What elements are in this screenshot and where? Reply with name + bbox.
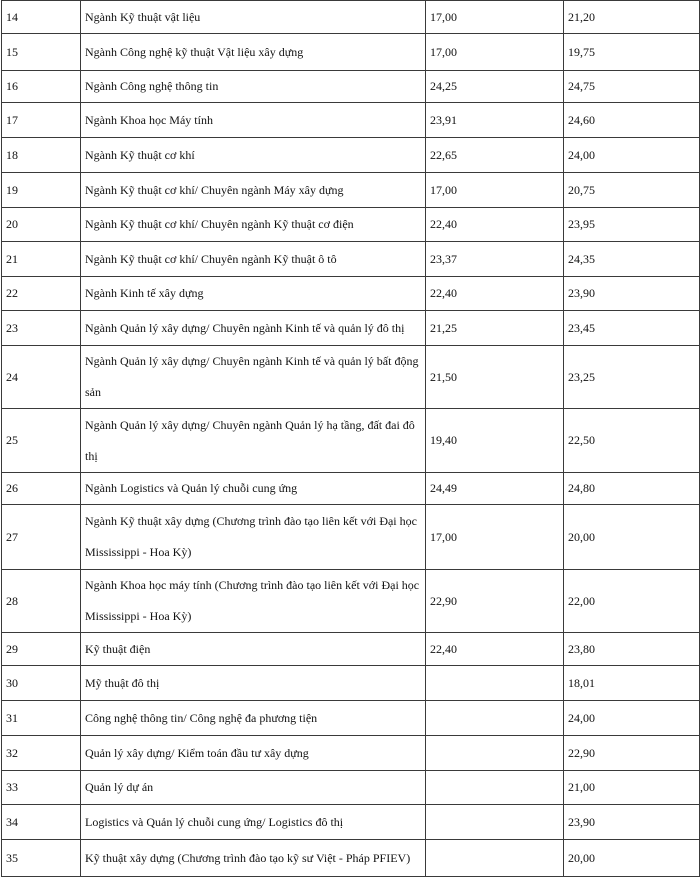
major-name: Ngành Kỹ thuật cơ khí/ Chuyên ngành Kỹ thuật cơ điện bbox=[81, 208, 426, 242]
table-row bbox=[2, 71, 700, 103]
score-2022: 24,25 bbox=[426, 71, 564, 103]
table-row bbox=[2, 1, 700, 34]
score-2022: 17,00 bbox=[426, 34, 564, 71]
major-name: Ngành Quản lý xây dựng/ Chuyên ngành Quản lý hạ tầng, đất đai đô thị bbox=[81, 409, 426, 473]
major-name: Ngành Kỹ thuật cơ khí/ Chuyên ngành Máy xây dựng bbox=[81, 173, 426, 208]
row-number: 15 bbox=[2, 34, 81, 71]
table-row bbox=[2, 277, 700, 311]
score-2023: 24,35 bbox=[564, 242, 700, 277]
score-2023: 24,00 bbox=[564, 701, 700, 736]
score-2022 bbox=[426, 666, 564, 701]
score-2023: 23,95 bbox=[564, 208, 700, 242]
row-number: 24 bbox=[2, 346, 81, 409]
row-number: 17 bbox=[2, 103, 81, 138]
score-2023: 21,00 bbox=[564, 771, 700, 805]
score-2023: 22,90 bbox=[564, 736, 700, 771]
score-2023: 18,01 bbox=[564, 666, 700, 701]
major-name: Ngành Công nghệ thông tin bbox=[81, 71, 426, 103]
row-number: 26 bbox=[2, 473, 81, 505]
score-2023: 24,00 bbox=[564, 138, 700, 173]
table-row bbox=[2, 311, 700, 346]
table-row bbox=[2, 505, 700, 570]
row-number: 31 bbox=[2, 701, 81, 736]
score-table bbox=[1, 0, 700, 877]
score-2022: 23,91 bbox=[426, 103, 564, 138]
score-2023: 20,00 bbox=[564, 505, 700, 570]
score-2022: 17,00 bbox=[426, 505, 564, 570]
score-2023: 23,25 bbox=[564, 346, 700, 409]
major-name: Ngành Logistics và Quản lý chuỗi cung ứng bbox=[81, 473, 426, 505]
major-name: Ngành Công nghệ kỹ thuật Vật liệu xây dựng bbox=[81, 34, 426, 71]
table-row bbox=[2, 570, 700, 633]
score-2022: 21,50 bbox=[426, 346, 564, 409]
table-row bbox=[2, 840, 700, 877]
score-2022: 24,49 bbox=[426, 473, 564, 505]
major-name: Ngành Kỹ thuật xây dựng (Chương trình đào tạo liên kết với Đại học Mississippi - Hoa Kỳ) bbox=[81, 505, 426, 570]
row-number: 16 bbox=[2, 71, 81, 103]
major-name: Ngành Quản lý xây dựng/ Chuyên ngành Kinh tế và quản lý bất động sản bbox=[81, 346, 426, 409]
score-2023: 23,90 bbox=[564, 805, 700, 840]
row-number: 25 bbox=[2, 409, 81, 473]
table-row bbox=[2, 633, 700, 666]
score-2023: 24,75 bbox=[564, 71, 700, 103]
row-number: 28 bbox=[2, 570, 81, 633]
row-number: 34 bbox=[2, 805, 81, 840]
score-2022 bbox=[426, 771, 564, 805]
table-row bbox=[2, 138, 700, 173]
score-2022 bbox=[426, 736, 564, 771]
score-2023: 20,00 bbox=[564, 840, 700, 877]
row-number: 22 bbox=[2, 277, 81, 311]
row-number: 19 bbox=[2, 173, 81, 208]
table-row bbox=[2, 409, 700, 473]
major-name: Công nghệ thông tin/ Công nghệ đa phương tiện bbox=[81, 701, 426, 736]
row-number: 21 bbox=[2, 242, 81, 277]
major-name: Quản lý dự án bbox=[81, 771, 426, 805]
table-row bbox=[2, 34, 700, 71]
row-number: 32 bbox=[2, 736, 81, 771]
score-2022 bbox=[426, 840, 564, 877]
row-number: 20 bbox=[2, 208, 81, 242]
score-2023: 21,20 bbox=[564, 1, 700, 34]
table-row bbox=[2, 208, 700, 242]
score-2023: 23,90 bbox=[564, 277, 700, 311]
score-2022: 22,40 bbox=[426, 633, 564, 666]
score-2022: 22,40 bbox=[426, 208, 564, 242]
score-table-body bbox=[2, 1, 700, 877]
score-2022: 17,00 bbox=[426, 1, 564, 34]
major-name: Ngành Kinh tế xây dựng bbox=[81, 277, 426, 311]
row-number: 35 bbox=[2, 840, 81, 877]
row-number: 23 bbox=[2, 311, 81, 346]
major-name: Kỹ thuật điện bbox=[81, 633, 426, 666]
major-name: Kỹ thuật xây dựng (Chương trình đào tạo kỹ sư Việt - Pháp PFIEV) bbox=[81, 840, 426, 877]
row-number: 30 bbox=[2, 666, 81, 701]
score-2023: 22,00 bbox=[564, 570, 700, 633]
score-2022: 22,90 bbox=[426, 570, 564, 633]
row-number: 27 bbox=[2, 505, 81, 570]
table-row bbox=[2, 771, 700, 805]
major-name: Ngành Kỹ thuật vật liệu bbox=[81, 1, 426, 34]
major-name: Ngành Kỹ thuật cơ khí bbox=[81, 138, 426, 173]
score-2022: 21,25 bbox=[426, 311, 564, 346]
row-number: 18 bbox=[2, 138, 81, 173]
score-2022: 23,37 bbox=[426, 242, 564, 277]
score-2022 bbox=[426, 805, 564, 840]
row-number: 33 bbox=[2, 771, 81, 805]
major-name: Mỹ thuật đô thị bbox=[81, 666, 426, 701]
score-2023: 22,50 bbox=[564, 409, 700, 473]
table-row bbox=[2, 805, 700, 840]
score-2023: 24,80 bbox=[564, 473, 700, 505]
score-2022: 19,40 bbox=[426, 409, 564, 473]
major-name: Ngành Khoa học Máy tính bbox=[81, 103, 426, 138]
major-name: Ngành Quản lý xây dựng/ Chuyên ngành Kinh tế và quản lý đô thị bbox=[81, 311, 426, 346]
table-row bbox=[2, 473, 700, 505]
major-name: Quản lý xây dựng/ Kiểm toán đầu tư xây dựng bbox=[81, 736, 426, 771]
score-2022: 22,65 bbox=[426, 138, 564, 173]
major-name: Logistics và Quản lý chuỗi cung ứng/ Logistics đô thị bbox=[81, 805, 426, 840]
row-number: 29 bbox=[2, 633, 81, 666]
score-2022 bbox=[426, 701, 564, 736]
row-number: 14 bbox=[2, 1, 81, 34]
table-row bbox=[2, 701, 700, 736]
table-row bbox=[2, 173, 700, 208]
score-2022: 22,40 bbox=[426, 277, 564, 311]
table-row bbox=[2, 346, 700, 409]
score-2023: 20,75 bbox=[564, 173, 700, 208]
table-row bbox=[2, 736, 700, 771]
score-2023: 19,75 bbox=[564, 34, 700, 71]
table-row bbox=[2, 666, 700, 701]
score-2022: 17,00 bbox=[426, 173, 564, 208]
score-2023: 24,60 bbox=[564, 103, 700, 138]
table-row bbox=[2, 103, 700, 138]
major-name: Ngành Kỹ thuật cơ khí/ Chuyên ngành Kỹ thuật ô tô bbox=[81, 242, 426, 277]
score-2023: 23,80 bbox=[564, 633, 700, 666]
major-name: Ngành Khoa học máy tính (Chương trình đào tạo liên kết với Đại học Mississippi - Hoa Kỳ) bbox=[81, 570, 426, 633]
table-row bbox=[2, 242, 700, 277]
score-2023: 23,45 bbox=[564, 311, 700, 346]
